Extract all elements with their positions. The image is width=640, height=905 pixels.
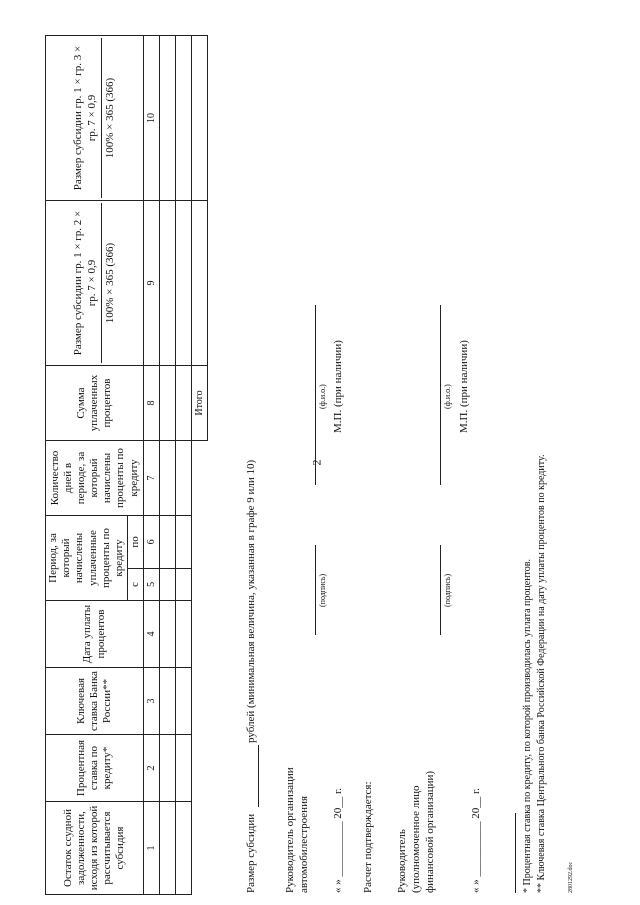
footnote-1: * Процентная ставка по кредиту, по которой производилась уплата процентов. [522, 558, 533, 893]
column-number: 3 [144, 668, 160, 735]
page-number: 2 [309, 459, 324, 466]
col10-formula-numerator: Размер субсидии гр. 1 × гр. 3 × гр. 7 × 0,9 [72, 38, 101, 198]
header-loan-balance: Остаток ссудной задолженности, исходя из которой рассчитывается субсидия [46, 802, 144, 895]
table-total-spacer [192, 441, 208, 895]
table-cell [176, 516, 192, 569]
header-key-rate: Ключевая ставка Банка России** [46, 668, 144, 735]
column-number: 9 [144, 201, 160, 366]
table-cell [176, 735, 192, 802]
col10-formula-denominator: 100% × 365 (366) [103, 77, 116, 159]
signer1-name-caption: (ф.и.о.) [318, 384, 327, 409]
header-period-from: с [128, 568, 144, 600]
total-cell-col9 [192, 201, 208, 366]
signer2-title: Руководитель [396, 829, 408, 893]
table-cell [160, 668, 176, 735]
table-row [160, 36, 176, 895]
table-cell [176, 441, 192, 516]
signer2-seal: М.П. (при наличии) [458, 340, 470, 433]
signer1-title-line2: автомобилестроения [298, 795, 310, 893]
header-interest-paid: Сумма уплаченных процентов [46, 366, 144, 441]
signer1-name-line [315, 305, 316, 485]
header-interest-rate: Процентная ставка по кредиту* [46, 735, 144, 802]
col9-formula-denominator: 100% × 365 (366) [103, 242, 116, 324]
header-subsidy-col10 [46, 36, 144, 201]
signer2-title-line3: финансовой организации) [424, 770, 436, 893]
footnote-separator [515, 813, 516, 893]
table-cell [160, 802, 176, 895]
signer1-signature-line [315, 545, 316, 635]
table-header-row [46, 36, 128, 895]
table-cell [160, 441, 176, 516]
column-number-row [144, 36, 160, 895]
table-cell [176, 366, 192, 441]
column-number: 5 [144, 568, 160, 600]
table-cell [176, 668, 192, 735]
signer1-date: « » __________ 20__ г. [332, 787, 344, 893]
header-period: Период, за который начислены уплаченные проценты по кредиту [46, 516, 128, 601]
signer1-title: Руководитель организации [284, 767, 296, 893]
table-total-row [192, 36, 208, 895]
table-cell [160, 36, 176, 201]
signer2-title-line2: (уполномоченное лицо [410, 785, 422, 893]
footnote-2: ** Ключевая ставка Центрального банка Российской Федерации на дату уплаты процентов по кредиту. [536, 454, 547, 893]
doc-code: 2801292.doc [568, 861, 574, 893]
column-number: 8 [144, 366, 160, 441]
table-cell [176, 568, 192, 600]
table-row [176, 36, 192, 895]
table-cell [176, 36, 192, 201]
column-number: 7 [144, 441, 160, 516]
subsidy-amount-suffix: рублей (минимальная величина, указанная в графе 9 или 10) [245, 459, 257, 743]
subsidy-amount-blank-line [258, 745, 259, 807]
header-subsidy-col9 [46, 201, 144, 366]
table-cell [176, 802, 192, 895]
table-cell [160, 201, 176, 366]
signer1-seal: М.П. (при наличии) [332, 340, 344, 433]
signer2-date: « » __________ 20__ г. [470, 787, 482, 893]
table-cell [160, 516, 176, 569]
column-number: 2 [144, 735, 160, 802]
total-label: Итого [192, 366, 208, 441]
signer2-signature-line [440, 545, 441, 635]
subsidy-amount-label: Размер субсидии [245, 813, 257, 893]
signer2-name-line [440, 305, 441, 485]
header-period-to: по [128, 516, 144, 569]
table-cell [160, 366, 176, 441]
table-cell [176, 601, 192, 668]
header-days-count: Количество дней в периоде, за который начислены проценты по кредиту [46, 441, 144, 516]
column-number: 1 [144, 802, 160, 895]
column-number: 10 [144, 36, 160, 201]
subsidy-calculation-table [45, 35, 208, 895]
header-payment-date: Дата уплаты процентов [46, 601, 144, 668]
total-cell-col10 [192, 36, 208, 201]
table-cell [160, 601, 176, 668]
table-cell [160, 735, 176, 802]
col9-formula-numerator: Размер субсидии гр. 1 × гр. 2 × гр. 7 × 0,9 [72, 203, 101, 363]
column-number: 6 [144, 516, 160, 569]
table-cell [160, 568, 176, 600]
confirm-label: Расчет подтверждается: [362, 781, 374, 893]
column-number: 4 [144, 601, 160, 668]
table-cell [176, 201, 192, 366]
signer1-signature-caption: (подпись) [318, 573, 327, 607]
signer2-name-caption: (ф.и.о.) [443, 384, 452, 409]
signer2-signature-caption: (подпись) [443, 573, 452, 607]
